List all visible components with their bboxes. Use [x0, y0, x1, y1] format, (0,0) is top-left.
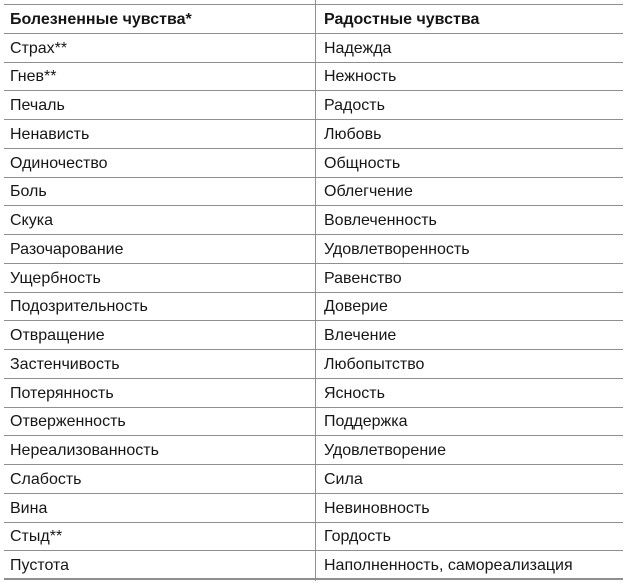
table-row: [4, 408, 623, 437]
table-row: [4, 63, 623, 92]
joyful-feeling-cell: Радость: [324, 97, 385, 115]
painful-feeling-cell: Потерянность: [10, 384, 114, 402]
painful-feeling-cell: Стыд**: [10, 528, 63, 546]
table-row: [4, 178, 623, 207]
table-row: [4, 120, 623, 149]
painful-feeling-cell: Слабость: [10, 470, 82, 488]
header-joyful-feelings: Радостные чувства: [324, 10, 480, 28]
joyful-feeling-cell: Любопытство: [324, 355, 425, 373]
painful-feeling-cell: Вина: [10, 499, 48, 517]
joyful-feeling-cell: Нежность: [324, 68, 397, 86]
painful-feeling-cell: Пустота: [10, 556, 70, 574]
painful-feeling-cell: Ущербность: [10, 269, 101, 287]
painful-feeling-cell: Печаль: [10, 97, 65, 115]
table-row: [4, 264, 623, 293]
table-row: [4, 91, 623, 120]
joyful-feeling-cell: Сила: [324, 470, 363, 488]
painful-feeling-cell: Ненависть: [10, 125, 90, 143]
joyful-feeling-cell: Вовлеченность: [324, 212, 437, 230]
joyful-feeling-cell: Доверие: [324, 298, 388, 316]
header-painful-feelings: Болезненные чувства*: [10, 10, 192, 28]
table-row: [4, 293, 623, 322]
painful-feeling-cell: Нереализованность: [10, 442, 159, 460]
joyful-feeling-cell: Ясность: [324, 384, 385, 402]
joyful-feeling-cell: Гордость: [324, 528, 391, 546]
painful-feeling-cell: Отвращение: [10, 327, 105, 345]
joyful-feeling-cell: Влечение: [324, 327, 397, 345]
feelings-table: [4, 4, 623, 580]
table-row: [4, 523, 623, 552]
painful-feeling-cell: Боль: [10, 183, 47, 201]
table-row: [4, 436, 623, 465]
table-row: [4, 494, 623, 523]
joyful-feeling-cell: Равенство: [324, 269, 402, 287]
table-row: [4, 465, 623, 494]
joyful-feeling-cell: Удовлетворенность: [324, 240, 470, 258]
table-row: [4, 235, 623, 264]
painful-feeling-cell: Страх**: [10, 39, 68, 57]
joyful-feeling-cell: Удовлетворение: [324, 442, 446, 460]
painful-feeling-cell: Скука: [10, 212, 53, 230]
joyful-feeling-cell: Облегчение: [324, 183, 413, 201]
painful-feeling-cell: Одиночество: [10, 154, 108, 172]
table-row: [4, 206, 623, 235]
table-row: [4, 34, 623, 63]
joyful-feeling-cell: Любовь: [324, 125, 382, 143]
painful-feeling-cell: Разочарование: [10, 240, 124, 258]
table-row: [4, 350, 623, 379]
painful-feeling-cell: Подозрительность: [10, 298, 148, 316]
joyful-feeling-cell: Общность: [324, 154, 401, 172]
table-body: [4, 34, 623, 580]
table-header-row: [4, 5, 623, 34]
painful-feeling-cell: Гнев**: [10, 68, 57, 86]
painful-feeling-cell: Отверженность: [10, 413, 126, 431]
joyful-feeling-cell: Наполненность, самореализация: [324, 556, 573, 574]
joyful-feeling-cell: Невиновность: [324, 499, 430, 517]
joyful-feeling-cell: Надежда: [324, 39, 392, 57]
table-row: [4, 321, 623, 350]
painful-feeling-cell: Застенчивость: [10, 355, 120, 373]
joyful-feeling-cell: Поддержка: [324, 413, 408, 431]
table-row: [4, 149, 623, 178]
table-row: [4, 551, 623, 580]
table-row: [4, 379, 623, 408]
